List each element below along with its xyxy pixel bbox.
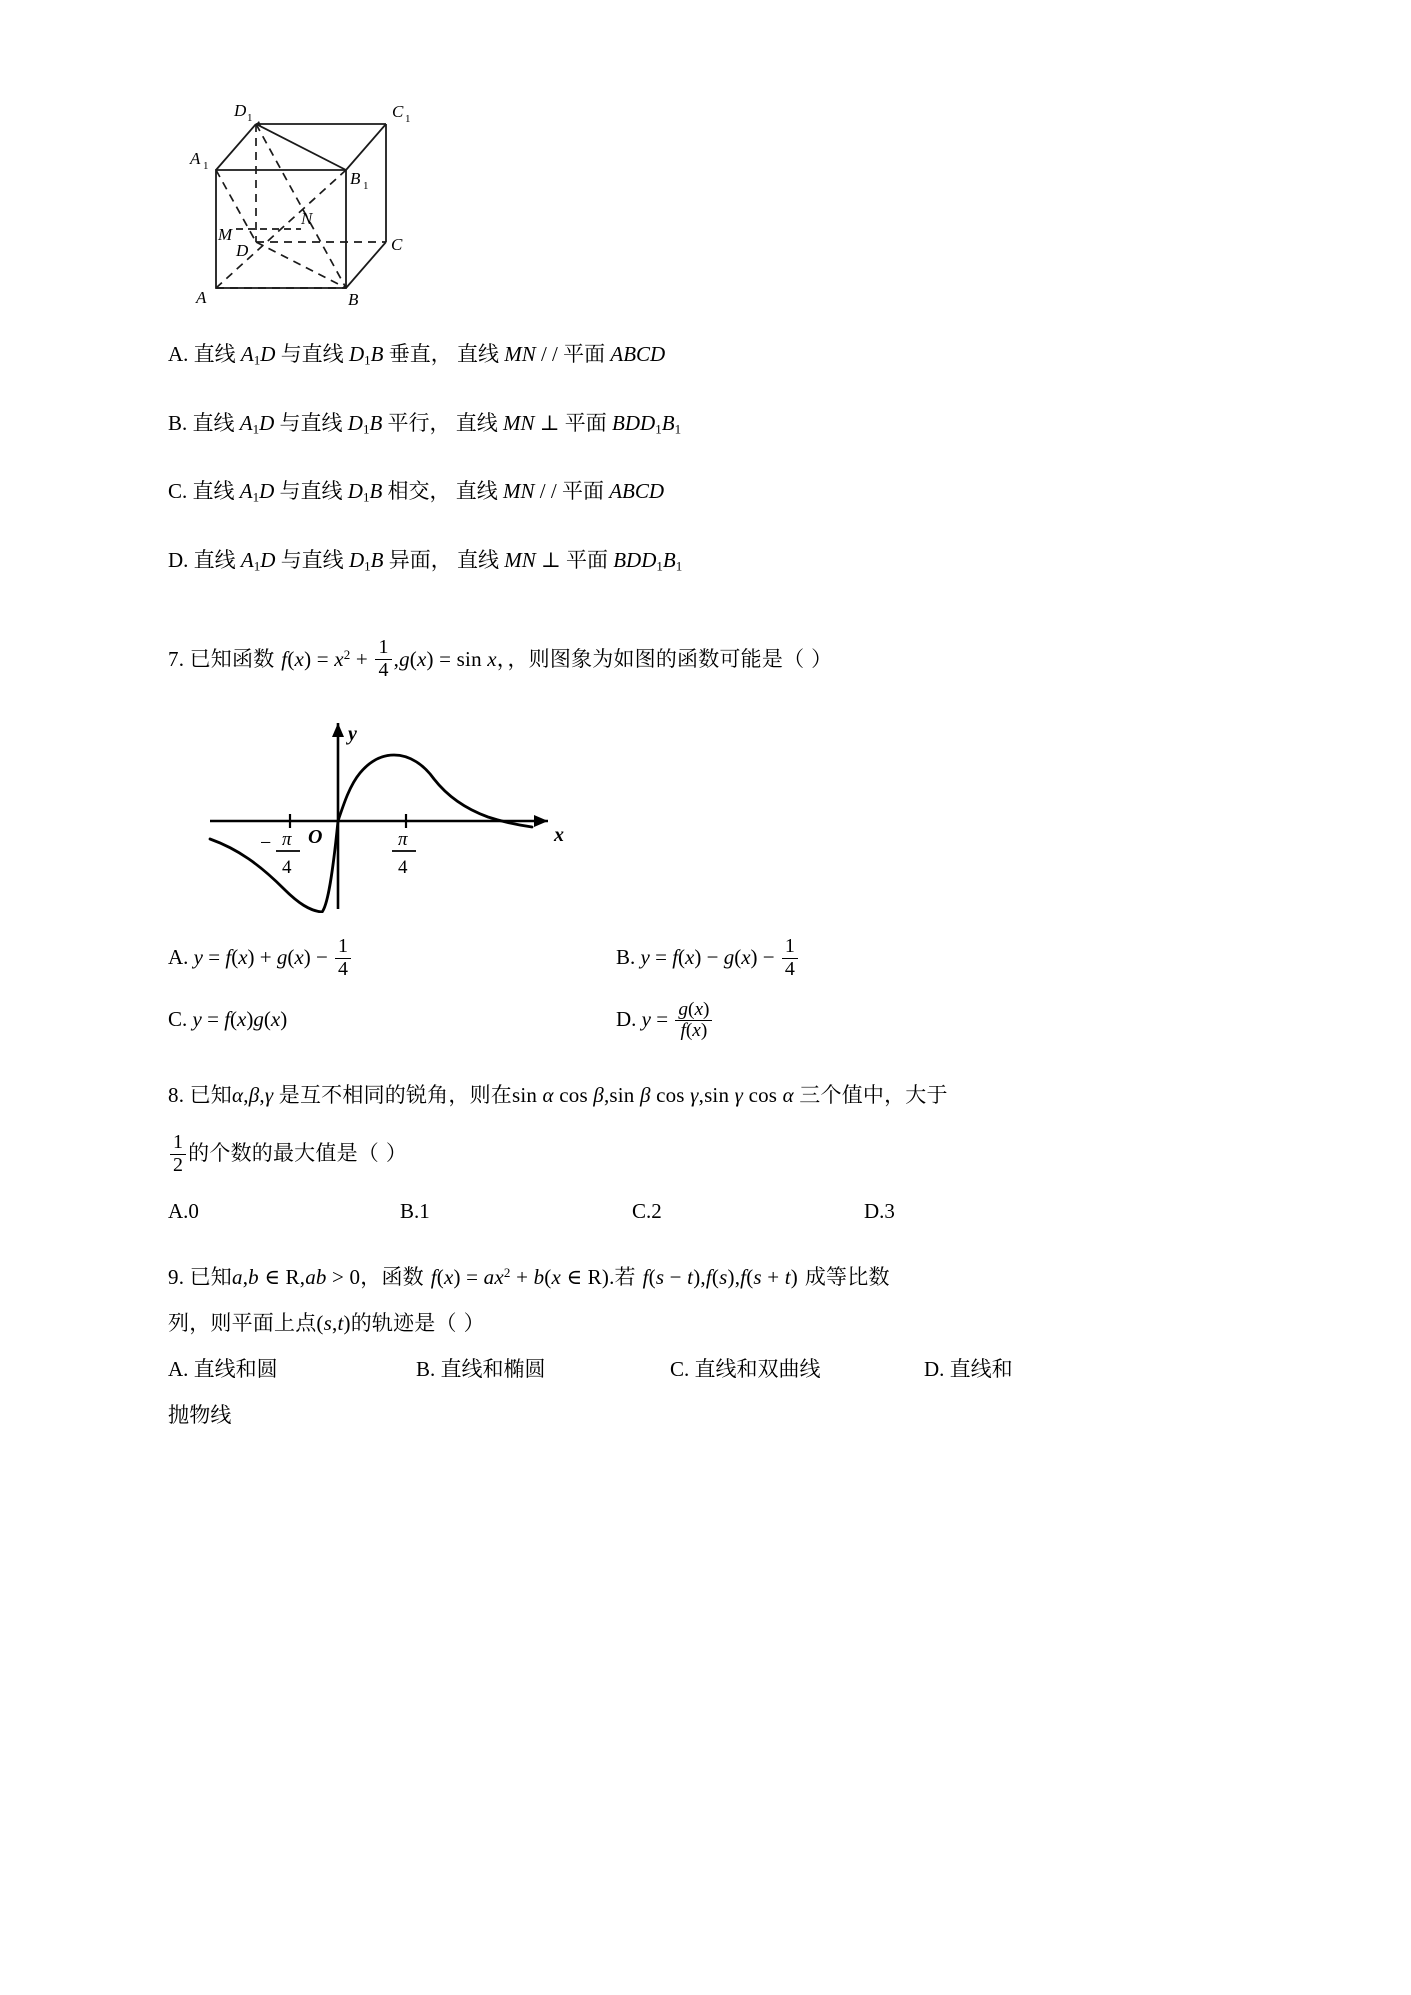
svg-text:D: D: [236, 241, 249, 260]
q8-option-b-label: B.: [400, 1199, 420, 1224]
q6-option-c[interactable]: [168, 468, 1248, 521]
q7-option-a-label: A.: [168, 945, 189, 970]
q9-answer-paren: （ ）: [435, 1311, 485, 1336]
q6-option-d-label: D.: [168, 547, 189, 572]
q8-answer-paren: （ ）: [357, 1141, 408, 1166]
q7-option-a-text: y = f(x) + g(x) − $\frac{1}{4}$: [194, 945, 353, 969]
q8-option-b[interactable]: [400, 1188, 632, 1234]
q9-stem-line2: 列，则平面上点(s,t)的轨迹是（ ）: [168, 1311, 485, 1336]
svg-text:B: B: [348, 290, 359, 309]
q7-number: 7.: [168, 646, 185, 671]
svg-text:y: y: [348, 723, 357, 746]
q7-answer-paren: （ ）: [783, 646, 833, 671]
page-content: [168, 90, 1248, 1438]
q8-stem-line1: 8. 已知α,β,γ 是互不相同的锐角，则在sin α cos β,sin β cos γ,sin γ cos α 三个值中，大于: [168, 1083, 948, 1108]
svg-text:−: −: [260, 832, 272, 855]
q9-option-c-label: C.: [670, 1357, 690, 1382]
q7-options-row-2: [168, 996, 1248, 1042]
q9-line2-tail: 的轨迹是: [350, 1311, 436, 1336]
svg-text:O: O: [308, 826, 323, 849]
q9-option-b-text: 直线和椭圆: [440, 1357, 546, 1382]
q9-option-d[interactable]: [924, 1346, 1178, 1392]
q9-option-c[interactable]: [670, 1346, 924, 1392]
q9-option-d-text: 直线和: [949, 1357, 1013, 1382]
q9-option-a[interactable]: [168, 1346, 416, 1392]
q7-option-c[interactable]: [168, 996, 616, 1042]
q8-options: [168, 1188, 1248, 1234]
q8-lead: 已知: [189, 1083, 233, 1108]
svg-text:A: A: [196, 288, 207, 307]
q9-option-d-wrap: [168, 1392, 1248, 1438]
svg-text:1: 1: [247, 112, 253, 124]
svg-text:π: π: [282, 829, 292, 851]
q8-option-d[interactable]: [864, 1188, 1096, 1234]
q9-option-b-label: B.: [416, 1357, 436, 1382]
q8-option-c-value: 2: [651, 1199, 662, 1224]
q7-options-row-1: [168, 934, 1248, 980]
q8-number: 8.: [168, 1083, 185, 1108]
q9-option-a-label: A.: [168, 1357, 189, 1382]
q8-one-half: $\frac{1}{2}$: [170, 1132, 186, 1176]
svg-text:C: C: [391, 235, 403, 254]
q9-option-c-text: 直线和双曲线: [694, 1357, 821, 1382]
q7-option-d-text: y = $\frac{g(x)}{f(x)}$: [642, 1007, 715, 1031]
q8-option-c-label: C.: [632, 1199, 652, 1224]
q7-option-b[interactable]: [616, 934, 800, 980]
q9-tail: 成等比数: [797, 1265, 890, 1290]
q9-option-d-label: D.: [924, 1357, 945, 1382]
q9-option-a-text: 直线和圆: [193, 1357, 278, 1382]
q6-option-b-text: 直线 $A_1D$ 与直线 $D_1B$ 平行， 直线 MN ⊥ 平面 $BDD_1B_1$: [192, 410, 682, 437]
q8-option-d-label: D.: [864, 1199, 885, 1224]
q7-option-c-label: C.: [168, 1007, 188, 1032]
q7-option-d[interactable]: [616, 996, 714, 1042]
q7-option-d-label: D.: [616, 1007, 637, 1032]
svg-text:C: C: [392, 102, 404, 121]
q8-option-b-value: 1: [419, 1199, 430, 1224]
q8-mid: 是互不相同的锐角，则在: [278, 1083, 512, 1108]
q7-option-b-text: y = f(x) − g(x) − $\frac{1}{4}$: [641, 945, 800, 969]
q9-number: 9.: [168, 1265, 185, 1290]
q6-option-c-label: C.: [168, 479, 188, 504]
svg-text:D: D: [234, 101, 247, 120]
q8-option-d-value: 3: [884, 1199, 895, 1224]
q6-option-c-text: 直线 $A_1D$ 与直线 $D_1B$ 相交， 直线 MN / / 平面 ABCD: [192, 479, 665, 505]
q7-one-quarter: $\frac{1}{4}$: [375, 637, 391, 681]
svg-text:M: M: [218, 225, 233, 244]
svg-text:π: π: [398, 829, 408, 851]
svg-text:N: N: [301, 209, 313, 228]
q6-option-d-text: 直线 $A_1D$ 与直线 $D_1B$ 异面， 直线 MN ⊥ 平面 $BDD_1B_1$: [193, 547, 683, 574]
q7-option-a[interactable]: [168, 934, 616, 980]
q6-option-a-label: A.: [168, 342, 189, 366]
q7-option-b-label: B.: [616, 945, 636, 970]
svg-text:1: 1: [405, 113, 411, 125]
q9-option-b[interactable]: [416, 1346, 670, 1392]
q7-option-c-text: y = f(x)g(x): [192, 1007, 288, 1032]
svg-text:4: 4: [282, 857, 292, 879]
svg-text:1: 1: [363, 180, 369, 192]
q8-option-c[interactable]: [632, 1188, 864, 1234]
q7-stem: 7. 已知函数 $f(x) = x^2$ + $\frac{1}{4}$ ,g(x) = sin x，，则图象为如图的函数可能是（ ）: [168, 636, 833, 681]
q9-stem-line1: 9. 已知a,b ∈ R,ab > 0，函数 $f(x) = ax^2 + b(x$ ∈ R).若 f(s − t),f(s),f(s + t) 成等比数: [168, 1265, 890, 1290]
q8-line2-text: 的个数的最大值是: [188, 1141, 358, 1166]
q7-stem-tail: ，则图象为如图的函数可能是: [507, 646, 784, 671]
q6-option-a[interactable]: [168, 331, 1248, 384]
q7-stem-lead: 已知函数: [189, 646, 282, 671]
q9-option-d-wrap-text: 抛物线: [168, 1403, 232, 1428]
q9-options: [168, 1346, 1248, 1392]
q7-graph-figure: [198, 693, 1248, 918]
svg-text:4: 4: [398, 857, 408, 879]
svg-text:x: x: [554, 824, 564, 847]
q6-option-a-text: 直线 $A_1D$ 与直线 $D_1B$ 垂直， 直线 MN / / 平面 ABCD: [193, 342, 666, 368]
q9-lead: 已知: [189, 1265, 233, 1290]
q8-stem-line2: [168, 1118, 1248, 1188]
svg-text:B: B: [350, 169, 361, 188]
q6-option-b-label: B.: [168, 410, 188, 435]
q8-option-a-label: A.: [168, 1199, 189, 1224]
q8-option-a[interactable]: [168, 1188, 400, 1234]
q8-option-a-value: 0: [188, 1199, 199, 1224]
q9-line2-lead: 列，则平面上点: [168, 1311, 317, 1336]
q6-option-d[interactable]: [168, 537, 1248, 590]
cube-figure: [178, 90, 1248, 315]
svg-text:A: A: [190, 149, 201, 168]
q6-option-b[interactable]: [168, 400, 1248, 453]
q8-tail: 三个值中，大于: [799, 1083, 948, 1108]
svg-text:1: 1: [203, 160, 209, 172]
